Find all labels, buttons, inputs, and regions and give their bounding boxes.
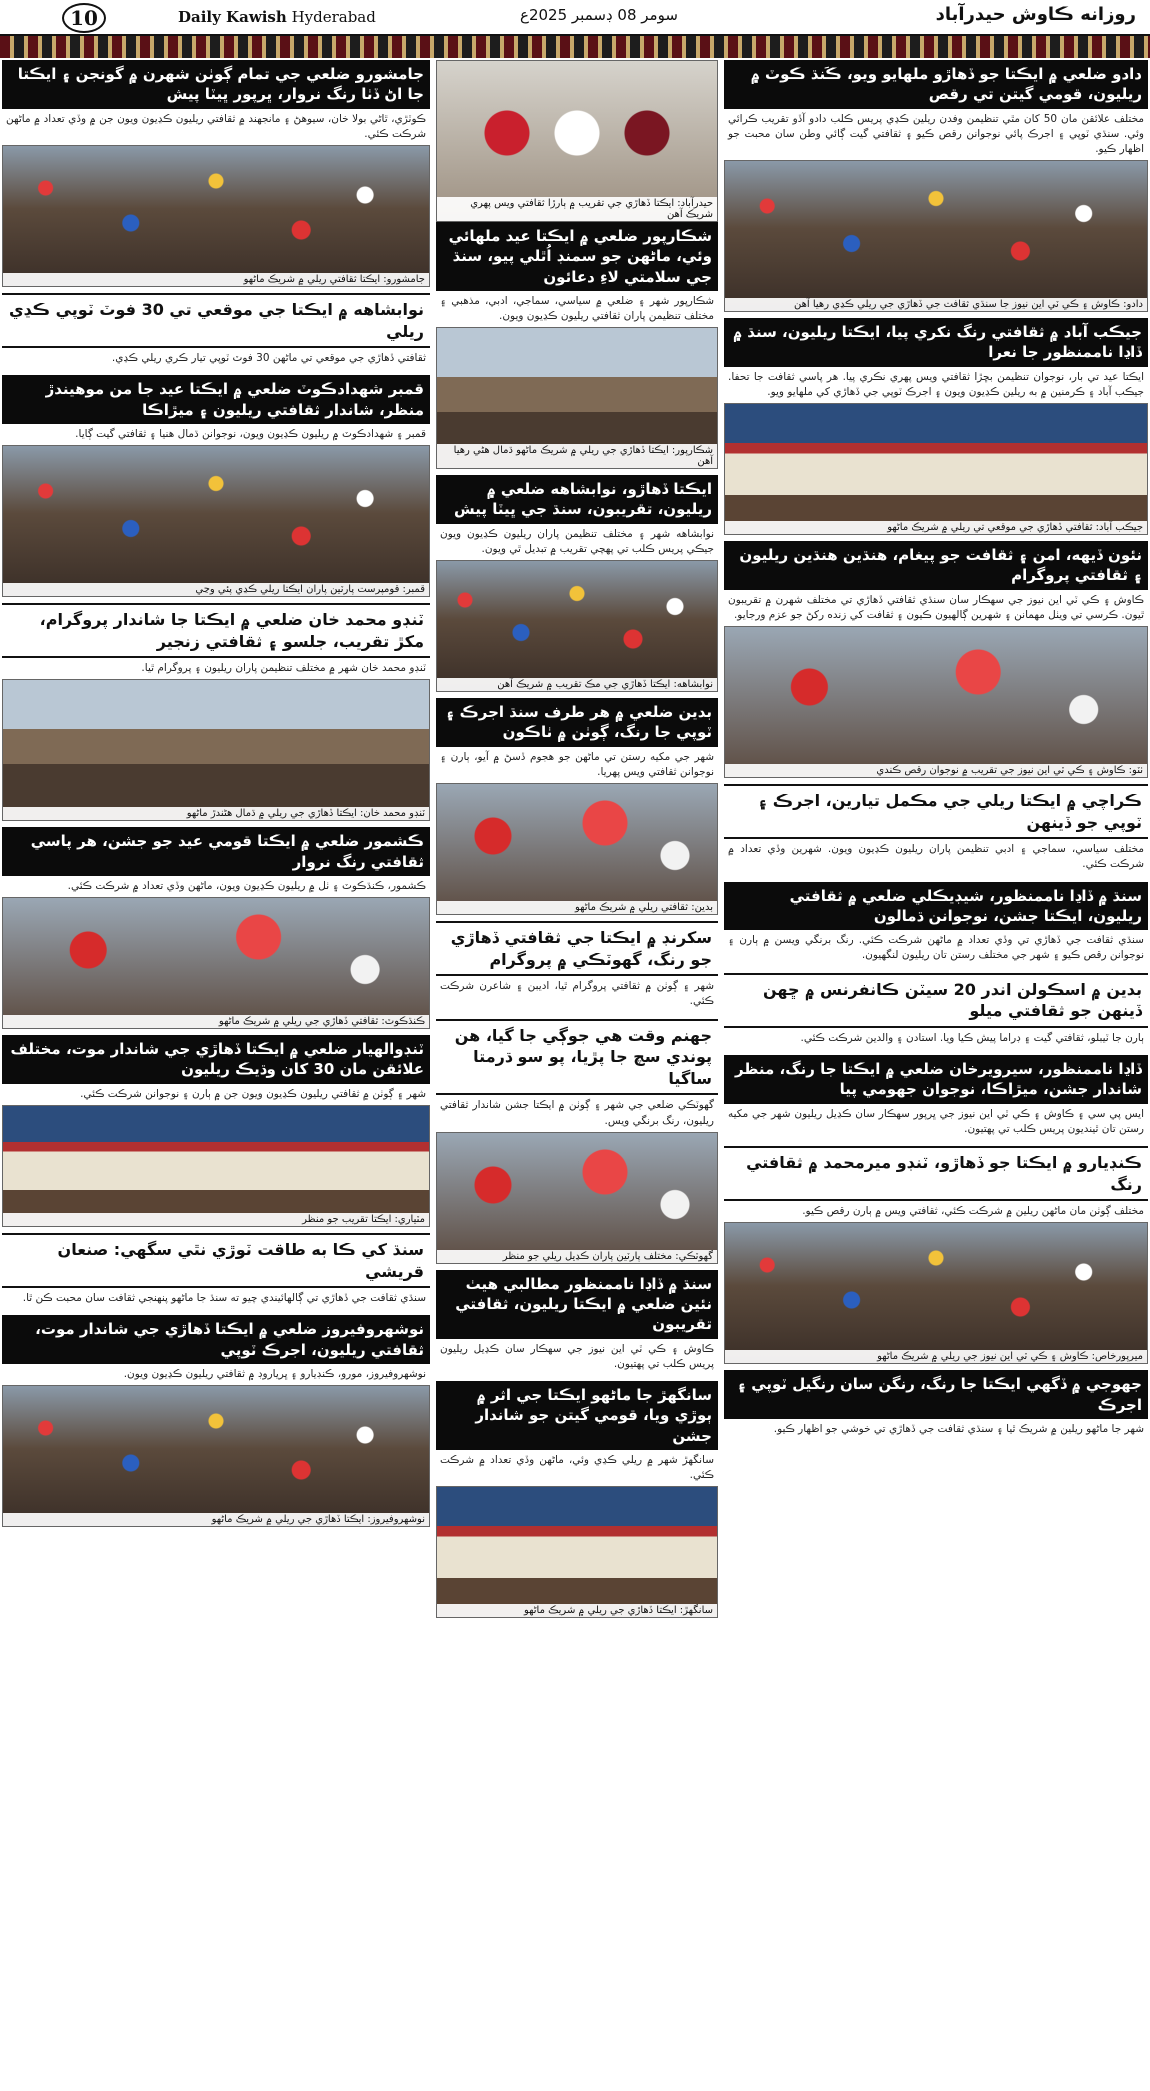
story-body: ٻارن جا ٽيبلو، ثقافتي گيت ۽ ڊراما پيش ڪيا ويا. استادن ۽ والدين شرڪت ڪئي. bbox=[800, 1031, 1144, 1044]
story-body: مختلف سياسي، سماجي ۽ ادبي تنظيمن پاران ريليون ڪڍيون ويون. شهرين وڏي تعداد ۾ شرڪت ڪئي. bbox=[728, 843, 1144, 871]
story-body: گهوٽڪي ضلعي جي شهر ۽ ڳوٺن ۾ ايڪتا جشن شاندار ثقافتي ريليون، رنگ برنگي ويس. bbox=[440, 1099, 714, 1127]
headline: نوابشاهه ۾ ايڪتا جي موقعي تي 30 فوٽ ٽوپي ڪڍي ريلي bbox=[2, 293, 430, 348]
column-middle bbox=[436, 60, 718, 1624]
photo-caption: ٽنڊو محمد خان: ايڪتا ڏهاڙي جي ريلي ۾ ڌمال هڻندڙ ماڻهو bbox=[3, 807, 429, 820]
headline: نوشهروفيروز ضلعي ۾ ايڪتا ڏهاڙي جي شاندار موت، ثقافتي ريليون، اجرڪ ٽوپي bbox=[2, 1315, 430, 1364]
story-body: سنڌي ثقافت جي ڏهاڙي تي وڏي تعداد ۾ ماڻهن شرڪت ڪئي. رنگ برنگي ويسن ۾ ٻارن ۽ نوجوانن رقص ڪيو ۽ شهر جي مختلف رستن تان ريليون لنگهيون. bbox=[728, 934, 1144, 962]
story bbox=[2, 1233, 430, 1309]
story-body: ڪاوش ۽ ڪي ٽي اين نيوز جي سهڪار سان ڪڍيل ريليون پريس ڪلب تي پهتيون. bbox=[440, 1342, 714, 1370]
headline: جيڪب آباد ۾ ثقافتي رنگ نکري پيا، ايڪتا ريليون، سنڌ ۾ ڏاڍا ناممنظور جا نعرا bbox=[724, 318, 1148, 367]
story bbox=[436, 475, 718, 692]
story bbox=[2, 603, 430, 821]
story bbox=[2, 1035, 430, 1227]
photo-caption: جيڪب آباد: ثقافتي ڏهاڙي جي موقعي تي ريلي ۾ شريڪ ماڻهو bbox=[725, 521, 1147, 534]
news-photo bbox=[2, 445, 430, 597]
headline: دادو ضلعي ۾ ايڪتا جو ڏهاڙو ملهايو ويو، ڪَنڌ ڪوٽ ۾ ريليون، قومي گيتن تي رقص bbox=[724, 60, 1148, 109]
story bbox=[436, 921, 718, 1013]
story-body: ڪوٽڙي، ٿاڻي بولا خان، سيوهڻ ۽ مانجهند ۾ ثقافتي ريليون ڪڍيون ويون جن ۾ وڏي تعداد ۾ ماڻهن شرڪت ڪئي. bbox=[6, 112, 426, 140]
headline: بدين ضلعي ۾ هر طرف سنڌ اجرڪ ۽ ٽوپي جا رنگ، ڳوٺن ۾ ٺاڪون bbox=[436, 698, 718, 747]
news-photo bbox=[2, 1385, 430, 1527]
headline: ڏاڍا ناممنظور، سيرويرخان ضلعي ۾ ايڪتا جا رنگ، منظر شاندار جشن، ميڙاڪا، نوجوان جهومي پيا bbox=[724, 1055, 1148, 1104]
headline: نئون ڏيهه، امن ۽ ثقافت جو پيغام، هنڌين هنڌين ريليون ۽ ثقافتي پروگرام bbox=[724, 541, 1148, 590]
news-photo bbox=[724, 403, 1148, 535]
headline: جهوجي ۾ ڏگهي ايڪتا جا رنگ، رنگن سان رنگيل ٽوپي ۽ اجرڪ bbox=[724, 1370, 1148, 1419]
story bbox=[436, 698, 718, 915]
story-body: نوشهروفيروز، مورو، ڪنڊيارو ۽ ڀرياروڊ ۾ ثقافتي ريليون ڪڍيون ويون. bbox=[123, 1367, 426, 1380]
news-photo bbox=[436, 560, 718, 692]
story bbox=[724, 784, 1148, 876]
headline: قمبر شهدادڪوٽ ضلعي ۾ ايڪتا عيد جا من موهيندڙ منظر، شاندار ثقافتي ريليون ۽ ميڙاڪا bbox=[2, 375, 430, 424]
news-photo bbox=[436, 327, 718, 469]
story bbox=[724, 541, 1148, 778]
news-photo bbox=[724, 160, 1148, 312]
story bbox=[436, 1381, 718, 1618]
story bbox=[2, 827, 430, 1029]
story-body: شڪارپور شهر ۽ ضلعي ۾ سياسي، سماجي، ادبي، مذهبي ۽ مختلف تنظيمن پاران ثقافتي ريليون ڪڍيون ويون. bbox=[440, 294, 714, 322]
headline: شڪارپور ضلعي ۾ ايڪتا عيد ملهائي وئي، ماڻهن جو سمنڊ اُٿلي پيو، سنڌ جي سلامتي لاءِ دعائون bbox=[436, 222, 718, 291]
story bbox=[2, 375, 430, 597]
news-photo bbox=[724, 1222, 1148, 1364]
photo-caption: نوابشاهه: ايڪتا ڏهاڙي جي مڪ تقريب ۾ شريڪ آهن bbox=[437, 678, 717, 691]
news-photo bbox=[2, 1105, 430, 1227]
story bbox=[724, 60, 1148, 312]
headline: ٽنڊوالهيار ضلعي ۾ ايڪتا ڏهاڙي جي شاندار موت، مختلف علائقن مان 30 کان وڌيڪ ريليون bbox=[2, 1035, 430, 1084]
masthead bbox=[0, 0, 1150, 36]
headline: جامشورو ضلعي جي تمام ڳوٺن شهرن ۾ گونجن ۽ ايڪتا جا اڻ ڏٺا رنگ نروار، ڀرپور ڀيٽا پيش bbox=[2, 60, 430, 109]
photo-caption: گهوٽڪي: مختلف پارٽين پاران ڪڍيل ريلي جو منظر bbox=[437, 1250, 717, 1263]
story bbox=[724, 1146, 1148, 1364]
story bbox=[2, 293, 430, 369]
news-photo bbox=[436, 60, 718, 222]
masthead-date: سومر 08 ڊسمبر 2025ع bbox=[520, 6, 678, 24]
headline: بدين ۾ اسڪولن اندر 20 سيٽن ڪانفرنس ۾ ڇهن ڏينهن جو ثقافتي ميلو bbox=[724, 973, 1148, 1028]
story-body: ايس پي سي ۽ ڪاوش ۽ ڪي ٽي اين نيوز جي ڀرپور سهڪار سان ڪڍيل ريليون شهر جي مکيه رستن تان ٿينديون پريس ڪلب تي پهتيون. bbox=[728, 1107, 1144, 1135]
photo-caption: نوشهروفيروز: ايڪتا ڏهاڙي جي ريلي ۾ شريڪ ماڻهو bbox=[3, 1513, 429, 1526]
news-photo bbox=[2, 897, 430, 1029]
headline: ٽنڊو محمد خان ضلعي ۾ ايڪتا جا شاندار پروگرام، مکڙ تقريب، جلسو ۽ ثقافتي زنجير bbox=[2, 603, 430, 658]
story bbox=[436, 1270, 718, 1375]
story-body: قمبر ۽ شهدادڪوٽ ۾ ريليون ڪڍيون ويون، نوجوانن ڌمال هنيا ۽ ثقافتي گيت ڳايا. bbox=[75, 427, 426, 440]
story-body: مختلف ڳوٺن مان ماڻهن ريلين ۾ شرڪت ڪئي، ثقافتي ويس ۾ ٻارن رقص ڪيو. bbox=[802, 1205, 1144, 1218]
story-body: ثقافتي ڏهاڙي جي موقعي تي ماڻهن 30 فوٽ ٽوپي تيار ڪري ريلي ڪڍي. bbox=[111, 352, 426, 365]
photo-caption: ڪنڌڪوٽ: ثقافتي ڏهاڙي جي ريلي ۾ شريڪ ماڻهو bbox=[3, 1015, 429, 1028]
headline: سانگهڙ جا ماڻهو ايڪتا جي اثر ۾ ٻوڙي ويا، قومي گيتن جو شاندار جشن bbox=[436, 1381, 718, 1450]
masthead-city: Hyderabad bbox=[291, 8, 376, 26]
ornamental-border bbox=[0, 36, 1150, 58]
news-photo bbox=[436, 1486, 718, 1618]
headline: سنڌ ۾ ڏاڍا ناممنظور، شيڊيڪلي ضلعي ۾ ثقافتي ريليون، ايڪتا جشن، نوجوانن ڌمالون bbox=[724, 882, 1148, 931]
headline: سکرنڊ ۾ ايڪتا جي ثقافتي ڏهاڙي جو رنگ، گهوٽڪي ۾ پروگرام bbox=[436, 921, 718, 976]
story-body: شهر جي مکيه رستن تي ماڻهن جو هجوم ڏسڻ ۾ آيو، ٻارن ۽ نوجوانن ثقافتي ويس پهريا. bbox=[440, 750, 714, 778]
photo-caption: بدين: ثقافتي ريلي ۾ شريڪ ماڻهو bbox=[437, 901, 717, 914]
headline: ايڪتا ڏهاڙو، نوابشاهه ضلعي ۾ ريليون، تقريبون، سنڌ جي ڀيٽا پيش bbox=[436, 475, 718, 524]
story bbox=[724, 882, 1148, 967]
story-body: ايڪتا عيد تي بار، نوجوان تنظيمن بڇڙا ثقافتي ويس پهري نڪري پيا. هر پاسي ثقافت جا تحفا. جيڪب آباد ۽ ڪرمنين ۾ به ريلين ڪڍيون ويون ۽ اجرڪ ٽوپي جي ڏهاڙي کي ملهايو ويو. bbox=[728, 370, 1144, 398]
story-body: ٽنڊو محمد خان شهر ۾ مختلف تنظيمن پاران ريليون ۽ پروگرام ٿيا. bbox=[141, 662, 426, 675]
page-number: 10 bbox=[62, 3, 106, 33]
photo-caption: ميرپورخاص: ڪاوش ۽ ڪي ٽي اين نيوز جي ريلي ۾ شريڪ ماڻهو bbox=[725, 1350, 1147, 1363]
news-photo bbox=[436, 783, 718, 915]
photo-caption: مٽياري: ايڪتا تقريب جو منظر bbox=[3, 1213, 429, 1226]
masthead-title-en: Daily Kawish bbox=[178, 8, 287, 26]
headline: ڪشمور ضلعي ۾ ايڪتا قومي عيد جو جشن، هر پاسي ثقافتي رنگ نروار bbox=[2, 827, 430, 876]
story bbox=[724, 1055, 1148, 1140]
story-body: سنڌي ثقافت جي ڏهاڙي تي ڳالهائيندي چيو ته سنڌ جا ماڻهو پنهنجي ثقافت سان محبت ڪن ٿا. bbox=[22, 1292, 426, 1305]
news-photo bbox=[2, 679, 430, 821]
photo-caption: جامشورو: ايڪتا ثقافتي ريلي ۾ شريڪ ماڻهو bbox=[3, 273, 429, 286]
column-right bbox=[724, 60, 1148, 1446]
masthead-english bbox=[178, 8, 376, 26]
story-body: شهر جا ماڻهو ريلين ۾ شريڪ ٿيا ۽ سنڌي ثقافت جي ڏهاڙي تي خوشي جو اظهار ڪيو. bbox=[773, 1422, 1144, 1435]
photo-caption: حيدرآباد: ايڪتا ڏهاڙي جي تقريب ۾ ٻارڙا ثقافتي ويس پهري شريڪ آهن bbox=[437, 197, 717, 221]
headline: ڪنڊيارو ۾ ايڪتا جو ڏهاڙو، ٽنڊو ميرمحمد ۾ ثقافتي رنگ bbox=[724, 1146, 1148, 1201]
story bbox=[724, 1370, 1148, 1440]
news-photo bbox=[436, 1132, 718, 1264]
story bbox=[436, 60, 718, 469]
story-body: ڪشمور، ڪنڌڪوٽ ۽ ٺل ۾ ريليون ڪڍيون ويون، ماڻهن وڏي تعداد ۾ شرڪت ڪئي. bbox=[67, 879, 426, 892]
photo-caption: دادو: ڪاوش ۽ ڪي ٽي اين نيوز جا سنڌي ثقافت جي ڏهاڙي جي ريلي ڪڍي رهيا آهن bbox=[725, 298, 1147, 311]
story bbox=[724, 973, 1148, 1049]
photo-caption: ٺٽو: ڪاوش ۽ ڪي ٽي اين نيوز جي تقريب ۾ نوجوان رقص ڪندي bbox=[725, 764, 1147, 777]
news-photo bbox=[2, 145, 430, 287]
headline: سنڌ ۾ ڏاڍا ناممنظور مطالبي هيٺ نئين ضلعي ۾ ايڪتا ريليون، ثقافتي تقريبون bbox=[436, 1270, 718, 1339]
story-body: نوابشاهه شهر ۽ مختلف تنظيمن پاران ريليون ڪڍيون ويون جيڪي پريس ڪلب تي پهچي تقريب ۾ تبديل ٿي ويون. bbox=[440, 527, 714, 555]
story-body: سانگهڙ شهر ۾ ريلي ڪڍي وئي، ماڻهن وڏي تعداد ۾ شرڪت ڪئي. bbox=[440, 1453, 714, 1482]
headline: ڪراچي ۾ ايڪتا ريلي جي مڪمل تيارين، اجرڪ ۽ ٽوپي جو ڏينهن bbox=[724, 784, 1148, 839]
headline: جهنم وقت هي جوڳي جا گيا، هن پوندي سچ جا پڙيا، پو سو ڌرمتا ساگيا bbox=[436, 1019, 718, 1096]
story-body: مختلف علائقن مان 50 کان مٿي تنظيمن وفدن ريلين ڪڍي پريس ڪلب دادو آڏو تقريب ڪرائي وئي. سنڌي ٽوپي ۽ اجرڪ پائي نوجوانن رقص ڪيو ۽ ثقافتي گيت ڳائي وطن سان محبت جو اظهار ڪيو. bbox=[728, 112, 1144, 155]
photo-caption: سانگهڙ: ايڪتا ڏهاڙي جي ريلي ۾ شريڪ ماڻهو bbox=[437, 1604, 717, 1617]
story-body: ڪاوش ۽ ڪي ٽي اين نيوز جي سهڪار سان سنڌي ثقافتي ڏهاڙي تي مختلف شهرن ۾ تقريبون ٿيون. ڪرسي تي ويٺل مهمانن ۽ شهرين ڳالهيون ڪيون ۽ ثقافت کي زنده رکڻ جو عزم ورجايو. bbox=[728, 593, 1144, 621]
story-body: شهر ۽ ڳوٺن ۾ ثقافتي پروگرام ٿيا، اديبن ۽ شاعرن شرڪت ڪئي. bbox=[440, 980, 714, 1008]
photo-caption: شڪارپور: ايڪتا ڏهاڙي جي ريلي ۾ شريڪ ماڻهو ڌمال هڻي رهيا آهن bbox=[437, 444, 717, 468]
news-photo bbox=[724, 626, 1148, 778]
masthead-title-ur: روزانه ڪاوش حيدرآباد bbox=[935, 4, 1136, 25]
story bbox=[2, 60, 430, 287]
story-body: شهر ۽ ڳوٺن ۾ ثقافتي ريليون ڪڍيون ويون جن ۾ ٻارن ۽ نوجوانن شرڪت ڪئي. bbox=[80, 1087, 426, 1100]
column-left bbox=[2, 60, 430, 1533]
story bbox=[724, 318, 1148, 535]
headline: سنڌ کي ڪا به طاقت ٽوڙي نٿي سگهي: صنعان قريشي bbox=[2, 1233, 430, 1288]
story bbox=[436, 1019, 718, 1264]
story bbox=[2, 1315, 430, 1527]
photo-caption: قمبر: قومپرست پارٽين پاران ايڪتا ريلي ڪڍي پئي وڃي bbox=[3, 583, 429, 596]
